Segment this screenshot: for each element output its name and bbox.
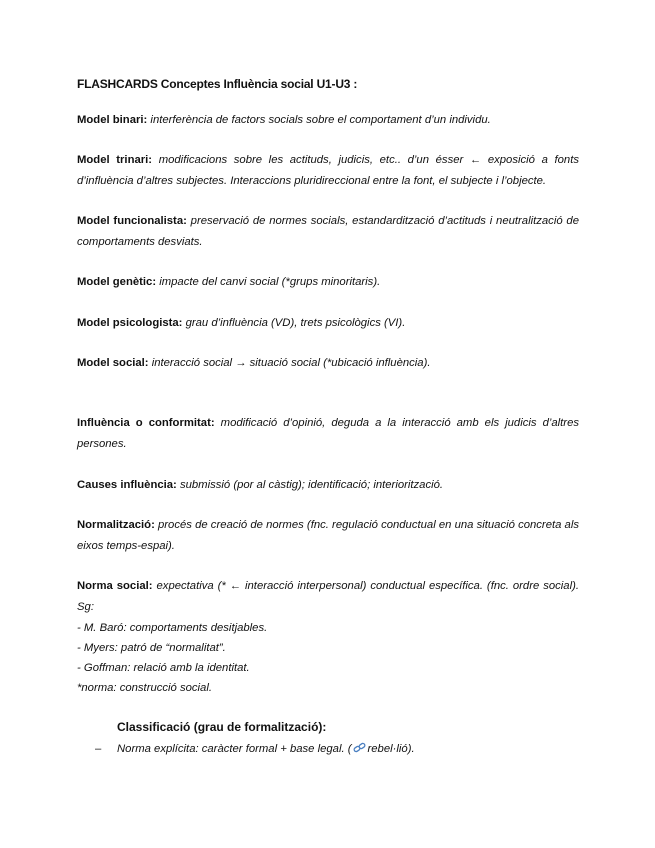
document-title: FLASHCARDS Conceptes Influència social U1-U3 : [77,77,358,91]
bullet-text-end: rebel·lió). [367,743,415,755]
definition-text: impacte del canvi social (*grups minoritaris). [156,276,381,288]
definition-causes-influencia [77,475,579,496]
term: Normalització: [77,519,155,531]
term: Model binari: [77,114,148,126]
definition-model-psicologista [77,313,579,334]
classification-heading: Classificació (grau de formalització): [117,720,327,734]
bullet-text: Norma explícita: caràcter formal + base legal. ( [117,743,352,755]
definition-model-genetic [77,272,579,293]
link-icon[interactable] [353,741,367,762]
definition-text: interacció social → situació social (*ubicació influència). [148,357,431,369]
definition-text: interferència de factors socials sobre el comportament d’un individu. [147,114,491,126]
term: Causes influència: [77,479,177,491]
definition-model-binari [77,110,579,131]
norma-line-note: *norma: construcció social. [77,682,212,694]
classification-bullet [77,739,415,762]
term: Model genètic: [77,276,157,288]
term: Norma social: [77,580,153,592]
definition-text: modificació d’opinió, deguda a la interacció amb els judicis d’altres persones. [77,417,579,450]
definition-influencia-conformitat [77,413,579,455]
term: Model social: [77,357,149,369]
term: Influència o conformitat: [77,417,215,429]
norma-line-myers: - Myers: patró de “normalitat”. [77,642,226,654]
bullet-dash: – [95,743,102,755]
definition-model-trinari [77,150,579,192]
term: Model funcionalista: [77,215,187,227]
definition-normalitzacio [77,515,579,557]
definition-text: expectativa (* ← interacció interpersonal) conductual específica. (fnc. ordre social). Sg: [77,580,579,613]
definition-text: preservació de normes socials, estandardització d’actituds i neutralització de comportaments desviats. [77,215,579,248]
definition-text: modificacions sobre les actituds, judicis, etc.. d’un ésser ← exposició a fonts d’influència d’altres subjectes. Interaccions pluridireccional entre la font, el subjecte i l’objecte. [77,154,579,187]
norma-line-baro: - M. Baró: comportaments desitjables. [77,622,268,634]
term: Model psicologista: [77,317,183,329]
term: Model trinari: [77,154,153,166]
definition-model-social [77,353,579,374]
definition-model-funcionalista [77,211,579,253]
norma-line-goffman: - Goffman: relació amb la identitat. [77,662,250,674]
definition-norma-social [77,576,579,618]
definition-text: procés de creació de normes (fnc. regulació conductual en una situació concreta als eixos temps-espai). [77,519,579,552]
definition-text: submissió (por al càstig); identificació; interiorització. [176,479,444,491]
definition-text: grau d’influència (VD), trets psicològics (VI). [182,317,406,329]
